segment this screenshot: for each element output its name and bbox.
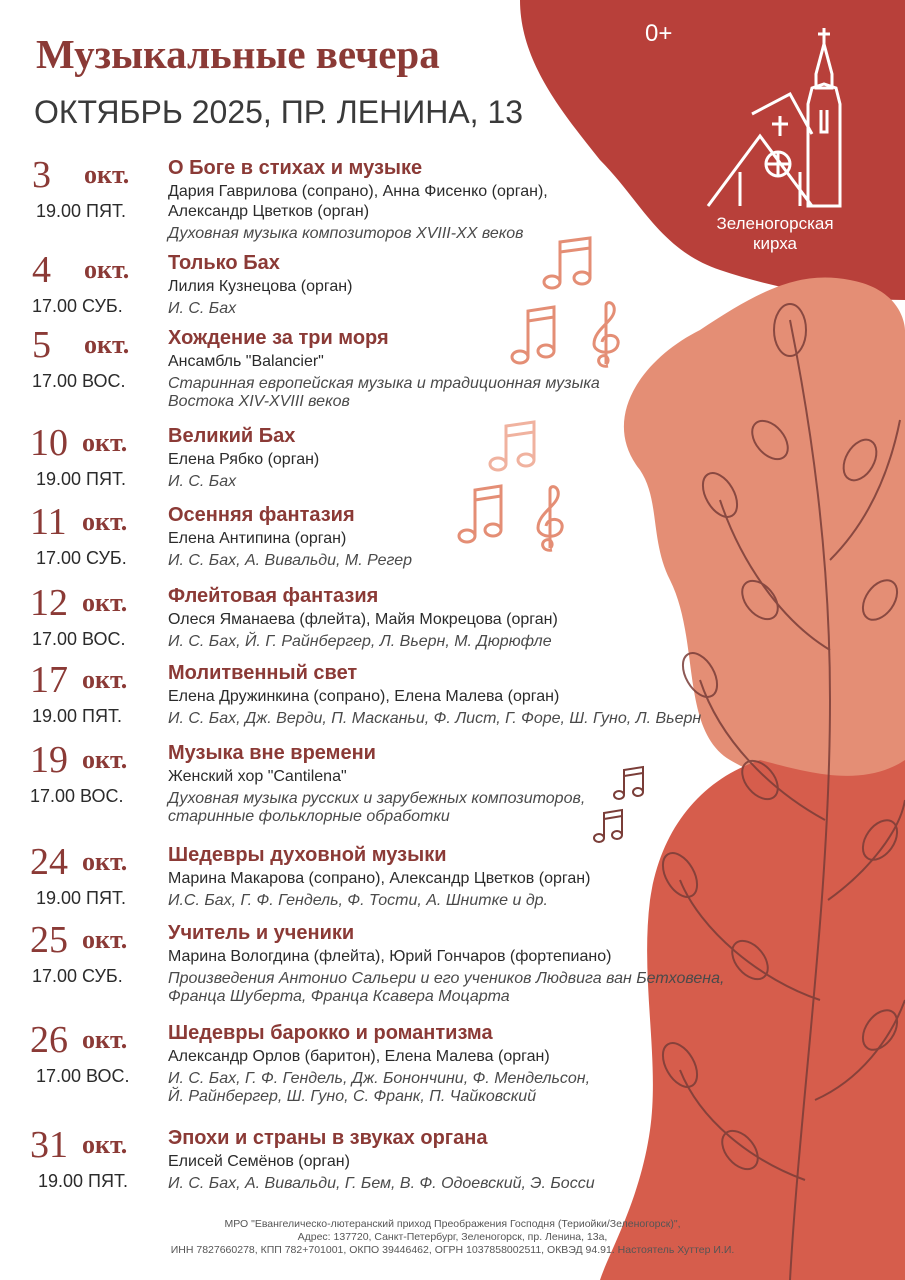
- event-time: 17.00 СУБ.: [36, 548, 127, 568]
- event-title: Осенняя фантазия: [168, 504, 355, 526]
- event-month: окт.: [84, 160, 130, 189]
- event-time: 19.00 ПЯТ.: [32, 706, 122, 726]
- footer-line: Адрес: 137720, Санкт-Петербург, Зеленогорск, пр. Ленина, 13а,: [297, 1231, 608, 1243]
- event-month: окт.: [82, 847, 128, 876]
- event-month: окт.: [82, 588, 128, 617]
- event-title: Учитель и ученики: [168, 922, 355, 944]
- event-time: 19.00 ПЯТ.: [36, 469, 126, 489]
- event-day: 5: [32, 324, 51, 366]
- event-item: [0, 325, 905, 420]
- event-time: 17.00 ВОС.: [32, 629, 126, 649]
- event-month: окт.: [82, 507, 128, 536]
- event-performers: Елена Дружинкина (сопрано), Елена Малева (орган): [168, 688, 560, 705]
- event-performers: Елена Рябко (орган): [168, 451, 320, 468]
- event-program: И. С. Бах: [168, 300, 237, 317]
- event-time: 17.00 ВОС.: [30, 786, 124, 806]
- event-day: 26: [30, 1019, 68, 1061]
- event-time: 19.00 ПЯТ.: [36, 888, 126, 908]
- event-title: Шедевры барокко и романтизма: [168, 1022, 493, 1044]
- event-program: Франца Шуберта, Франца Ксавера Моцарта: [168, 988, 510, 1005]
- event-program: И.С. Бах, Г. Ф. Гендель, Ф. Тости, А. Шнитке и др.: [168, 892, 548, 909]
- event-title: Флейтовая фантазия: [168, 585, 379, 607]
- event-performers: Женский хор "Cantilena": [168, 768, 347, 785]
- event-performers: Елисей Семёнов (орган): [168, 1153, 350, 1170]
- event-day: 11: [30, 501, 67, 543]
- event-performers: Лилия Кузнецова (орган): [168, 278, 353, 295]
- footer-line: ИНН 7827660278, КПП 782+701001, ОКПО 39446462, ОГРН 1037858002511, ОКВЭД 94.91. Настоятель Хуттер И.И.: [170, 1244, 735, 1256]
- event-time: 17.00 СУБ.: [32, 966, 123, 986]
- event-title: Великий Бах: [168, 425, 296, 447]
- event-month: окт.: [84, 330, 130, 359]
- event-item: [0, 1125, 905, 1220]
- footer: [0, 1218, 905, 1257]
- event-time: 19.00 ПЯТ.: [38, 1171, 128, 1191]
- event-performers: Ансамбль "Balancier": [168, 353, 324, 370]
- event-title: О Боге в стихах и музыке: [168, 157, 423, 179]
- event-program: Й. Райнбергер, Ш. Гуно, С. Франк, П. Чайковский: [168, 1088, 537, 1105]
- event-performers: Олеся Яманаева (флейта), Майя Мокрецова (орган): [168, 611, 558, 628]
- event-performers: Елена Антипина (орган): [168, 530, 347, 547]
- event-month: окт.: [82, 428, 128, 457]
- event-title: Шедевры духовной музыки: [168, 844, 447, 866]
- event-day: 25: [30, 919, 68, 961]
- event-performers: Дария Гаврилова (сопрано), Анна Фисенко (орган),: [168, 183, 548, 200]
- event-title: Хождение за три моря: [168, 327, 389, 349]
- event-performers: Александр Цветков (орган): [168, 203, 370, 220]
- church-logo-label-line2: кирха: [753, 234, 797, 253]
- event-program: И. С. Бах, Г. Ф. Гендель, Дж. Бонончини, Ф. Мендельсон,: [168, 1070, 591, 1087]
- event-day: 19: [30, 739, 68, 781]
- event-item: [0, 1020, 905, 1115]
- event-item: [0, 740, 905, 835]
- church-logo-label-line1: Зеленогорская: [716, 214, 834, 233]
- age-rating: 0+: [645, 20, 673, 47]
- event-performers: Марина Вологдина (флейта), Юрий Гончаров (фортепиано): [168, 948, 612, 965]
- event-day: 31: [30, 1124, 68, 1166]
- event-program: И. С. Бах, Дж. Верди, П. Масканьи, Ф. Лист, Г. Форе, Ш. Гуно, Л. Вьерн: [168, 710, 702, 727]
- event-month: окт.: [82, 925, 128, 954]
- event-title: Только Бах: [168, 252, 280, 274]
- event-day: 17: [30, 659, 68, 701]
- event-performers: Марина Макарова (сопрано), Александр Цветков (орган): [168, 870, 591, 887]
- event-time: 17.00 СУБ.: [32, 296, 123, 316]
- event-program: Старинная европейская музыка и традиционная музыка: [168, 375, 600, 392]
- event-program: Произведения Антонио Сальери и его учеников Людвига ван Бетховена,: [168, 970, 725, 987]
- event-day: 4: [32, 249, 51, 291]
- event-month: окт.: [82, 665, 128, 694]
- event-title: Музыка вне времени: [168, 742, 376, 764]
- event-month: окт.: [82, 745, 128, 774]
- event-performers: Александр Орлов (баритон), Елена Малева (орган): [168, 1048, 550, 1065]
- event-month: окт.: [82, 1130, 128, 1159]
- event-program: И. С. Бах: [168, 473, 237, 490]
- event-program: Духовная музыка русских и зарубежных композиторов,: [168, 790, 586, 807]
- event-day: 10: [30, 422, 68, 464]
- event-day: 12: [30, 582, 68, 624]
- event-program: И. С. Бах, А. Вивальди, М. Регер: [168, 552, 413, 569]
- event-month: окт.: [84, 255, 130, 284]
- event-time: 17.00 ВОС.: [36, 1066, 130, 1086]
- event-item: [0, 920, 905, 1015]
- event-time: 19.00 ПЯТ.: [36, 201, 126, 221]
- event-time: 17.00 ВОС.: [32, 371, 126, 391]
- event-program: Востока XIV-XVIII веков: [168, 393, 350, 410]
- page-title: Музыкальные вечера: [36, 31, 440, 77]
- event-title: Молитвенный свет: [168, 662, 358, 684]
- event-title: Эпохи и страны в звуках органа: [168, 1127, 488, 1149]
- event-month: окт.: [82, 1025, 128, 1054]
- event-day: 3: [32, 154, 51, 196]
- event-program: старинные фольклорные обработки: [168, 808, 450, 825]
- event-item: [0, 155, 905, 250]
- page-subtitle: ОКТЯБРЬ 2025, ПР. ЛЕНИНА, 13: [34, 94, 524, 130]
- event-program: И. С. Бах, А. Вивальди, Г. Бем, В. Ф. Одоевский, Э. Босси: [168, 1175, 595, 1192]
- event-program: И. С. Бах, Й. Г. Райнбергер, Л. Вьерн, М. Дюрюфле: [168, 633, 552, 650]
- event-program: Духовная музыка композиторов XVIII-XX веков: [168, 225, 524, 242]
- footer-line: МРО "Евангелическо-лютеранский приход Преображения Господня (Териойки/Зеленогорск)",: [224, 1218, 681, 1230]
- event-day: 24: [30, 841, 68, 883]
